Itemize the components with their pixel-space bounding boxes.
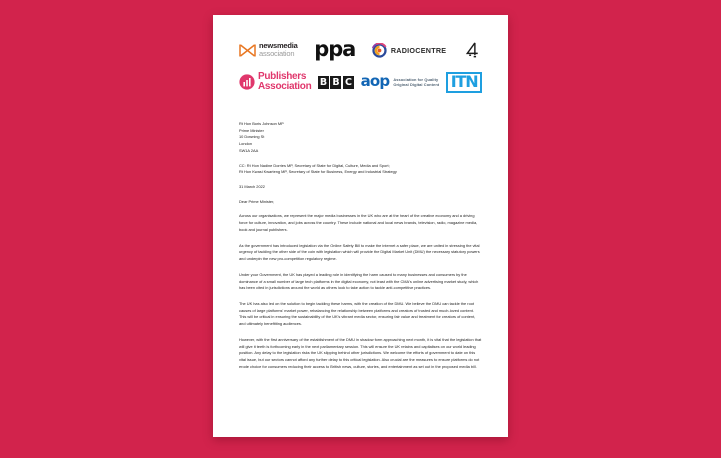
recipient-line-5: SW1A 2AA (239, 147, 259, 153)
publishers-association-wordmark: Publishers Association (258, 71, 312, 92)
logo-itn (446, 72, 482, 93)
bbc-wordmark (318, 76, 354, 89)
letter-body (239, 121, 482, 370)
logo-bbc (318, 76, 354, 89)
logo-news-media-association (239, 42, 298, 57)
logo-row-2 (239, 69, 484, 95)
logo-channel-4 (463, 41, 482, 60)
aop-tagline: Association for Quality Original Digital Content (393, 76, 440, 87)
itn-wordmark: ITN (450, 71, 478, 91)
ppa-wordmark: ppa (314, 37, 356, 62)
recipient-line-1: Rt Hon Boris Johnson MP (239, 121, 284, 126)
bbc-letter-3: C (343, 76, 354, 89)
recipient-line-2: Prime Minister (239, 127, 264, 133)
paragraph-5: However, with the first anniversary of the establishment of the DMU in shadow form approaching next month, it is vital that the legislation that will give it teeth is forthcoming early in the next parliamentary session. This will ensure the UK retains and capitalises on our world leading position. Any delay to the legislation risks the UK slipping behind other jurisdictions. We welcome the efforts of government to date on this vital issue, but our sectors cannot afford any further delay to this critical legislation. Also crucial are the measures to ensure platforms do not erode choice for consumers reducing their access to British news, culture, stories, and entertainment as set out in the proposed media bill. (239, 336, 482, 369)
logo-row-1 (239, 37, 488, 63)
itn-wordmark-box (446, 72, 482, 93)
news-media-association-wordmark: newsmedia association (259, 41, 298, 58)
paragraph-2: As the government has introduced legislation via the Online Safety Bill to make the internet a safer place, we are united in stressing the vital urgency of tackling the other side of the coin with legislation which will provide the Digital Market Unit (DMU) the necessary statutory powers and underpin the new pro-competition regulatory regime. (239, 242, 480, 262)
letter-page (213, 15, 508, 437)
cc-line-2: Rt Hon Kwasi Kwarteng MP, Secretary of State for Business, Energy and Industrial Strategy (239, 169, 397, 175)
logo-publishers-association (239, 72, 311, 92)
bbc-letter-1: B (319, 76, 328, 88)
logo-radiocentre (372, 43, 446, 58)
cc-line-1: CC: Rt Hon Nadine Dorries MP, Secretary of State for Digital, Culture, Media and Sport; (239, 162, 390, 168)
bbc-letter-2: B (332, 76, 340, 88)
radiocentre-icon (372, 43, 387, 58)
recipient-address (239, 121, 482, 155)
paragraph-3: Under your Government, the UK has played a leading role in identifying the harm caused to many businesses and consumers by the dominance of a small number of large tech platforms in the digital economy, not least with the CMA's online advertising market study, which has been cited in jurisdictions around the world as others look to take action to tackle anti-competitive practices. (239, 271, 479, 291)
logo-aop (360, 72, 440, 91)
cc-block (239, 163, 482, 176)
recipient-line-4: London (239, 141, 252, 147)
publishers-association-icon (239, 74, 255, 90)
paragraph-4: The UK has also led on the solution to begin tackling these harms, with the creation of the DMU. We believe the DMU can tackle the root causes of large platforms' market power, rebalancing the relationship between platforms and creators of trusted and much-loved content. This will be critical in ensuring the sustainability of the UK's vibrant media sector, ensuring fair value and treatment for creators of content, and ultimately benefitting audiences. (239, 300, 476, 327)
salutation: Dear Prime Minister, (239, 198, 275, 204)
recipient-line-3: 10 Downing St (239, 134, 265, 140)
logo-ppa (314, 37, 356, 62)
news-media-association-icon (239, 43, 256, 58)
letter-date: 31 March 2022 (239, 184, 265, 190)
aop-wordmark: aop (360, 72, 390, 91)
radiocentre-wordmark: RADIOCENTRE (390, 45, 447, 55)
channel-4-icon (463, 41, 482, 60)
paragraph-1: Across our organisations, we represent the major media businesses in the UK who are at the heart of the creative economy and a driving force for culture, innovation, and jobs across the country. These include national and local news brands, television, radio, magazine media, book and journal publishers. (239, 213, 478, 232)
